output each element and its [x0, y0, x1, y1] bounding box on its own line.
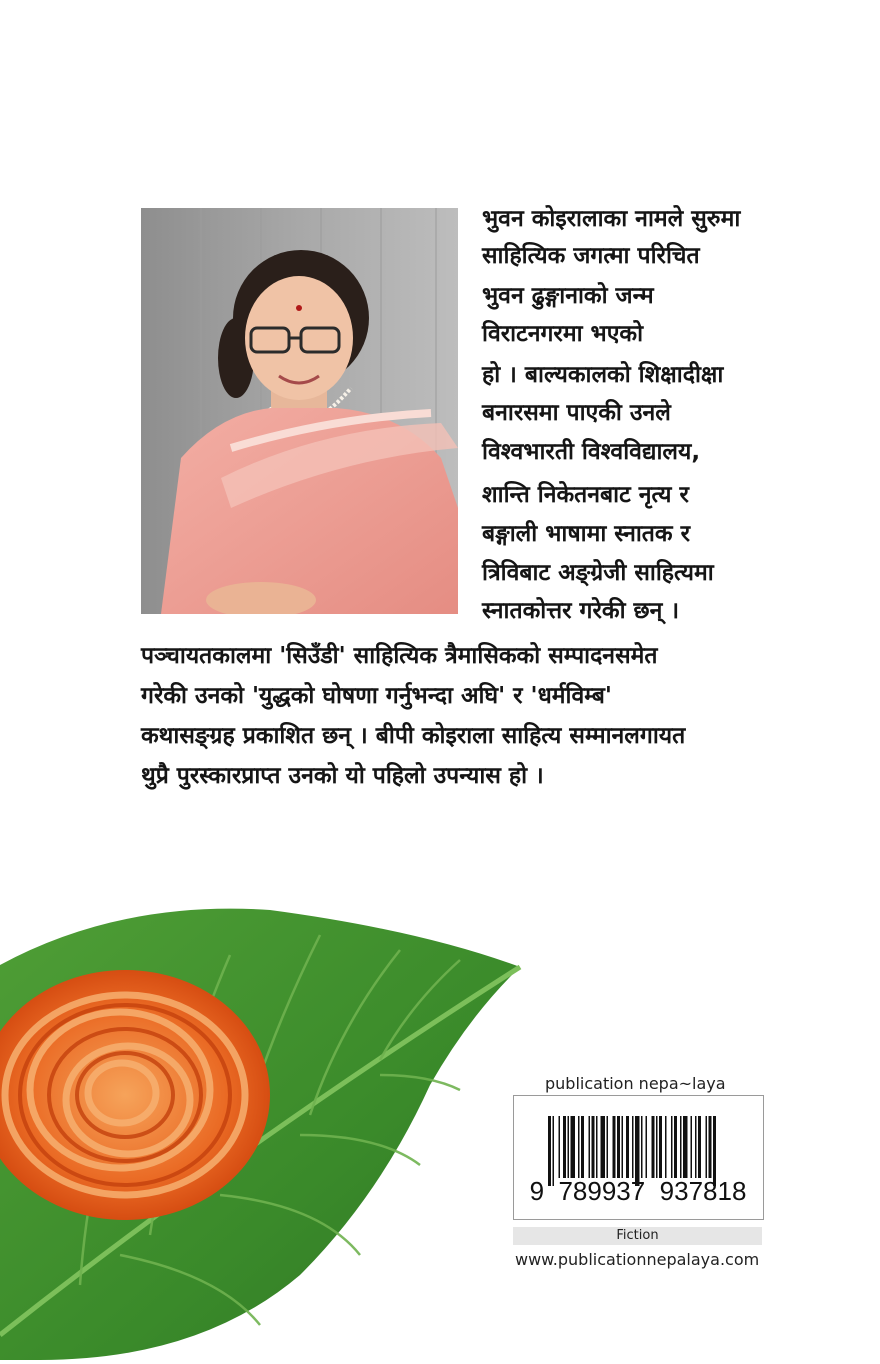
- isbn-barcode: [513, 1095, 764, 1220]
- bio-line-12: पञ्चायतकालमा 'सिउँडी' साहित्यिक त्रैमासिकको सम्पादनसमेत: [141, 643, 658, 669]
- bio-line-11: स्नातकोत्तर गरेकी छन् ।: [482, 598, 680, 624]
- bio-line-4: विराटनगरमा भएको: [482, 321, 644, 347]
- genre-label: Fiction: [513, 1227, 762, 1245]
- bio-line-14: कथासङ्ग्रह प्रकाशित छन् । बीपी कोइराला साहित्य सम्मानलगायत: [141, 723, 686, 749]
- bio-line-3: भुवन ढुङ्गानाको जन्म: [482, 283, 654, 309]
- bio-line-2: साहित्यिक जगत्मा परिचित: [482, 243, 700, 269]
- bio-line-7: विश्वभारती विश्वविद्यालय,: [482, 439, 701, 465]
- isbn-digits: 9 789937 937818: [529, 1176, 747, 1206]
- leaf-jalebi-illustration: [0, 895, 540, 1360]
- website-url: www.publicationnepalaya.com: [515, 1250, 760, 1269]
- bio-line-10: त्रिविबाट अङ्ग्रेजी साहित्यमा: [482, 560, 714, 586]
- bio-line-5: हो । बाल्यकालको शिक्षादीक्षा: [482, 362, 724, 388]
- bio-line-1: भुवन कोइरालाका नामले सुरुमा: [482, 206, 741, 232]
- publisher-name: publication nepa~laya: [545, 1074, 726, 1093]
- bio-line-8: शान्ति निकेतनबाट नृत्य र: [482, 482, 689, 508]
- bio-line-6: बनारसमा पाएकी उनले: [482, 400, 671, 426]
- bio-line-9: बङ्गाली भाषामा स्नातक र: [482, 521, 690, 547]
- bio-line-13: गरेकी उनको 'युद्धको घोषणा गर्नुभन्दा अघि' र 'धर्मविम्ब': [141, 683, 612, 709]
- bio-line-15: थुप्रै पुरस्कारप्राप्त उनको यो पहिलो उपन्यास हो ।: [141, 763, 544, 789]
- author-photo: [141, 208, 458, 614]
